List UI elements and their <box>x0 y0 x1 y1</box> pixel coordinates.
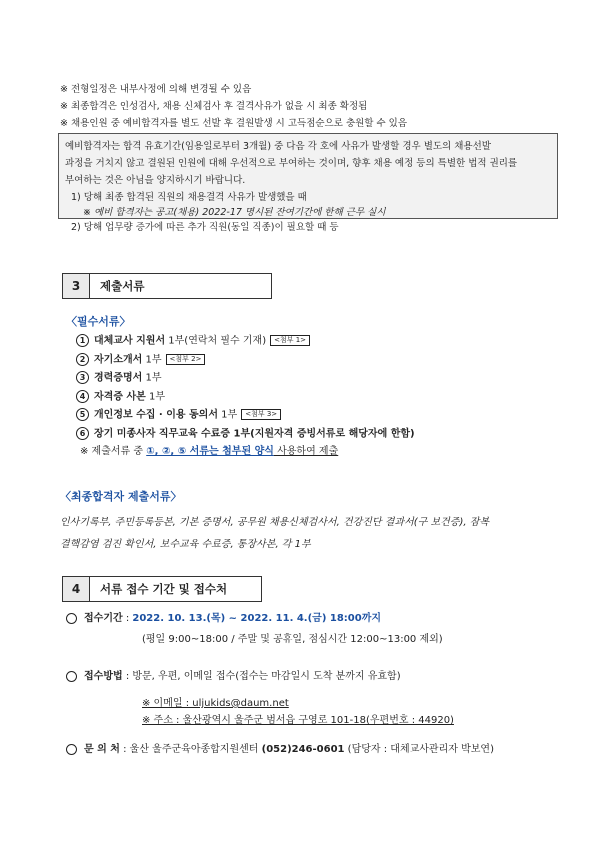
attachment-badge: <첨부 1> <box>270 335 310 346</box>
attachment-badge: <첨부 2> <box>166 354 206 365</box>
doc-qty: 1부 <box>142 372 162 384</box>
section-4-number: 4 <box>62 576 90 602</box>
doc-qty: 1부(연락처 필수 기재) <box>165 335 267 347</box>
period-value: 2022. 10. 13.(목) ~ 2022. 11. 4.(금) 18:00까지 <box>132 613 382 624</box>
doc-name: 개인정보 수집 · 이용 동의서 <box>94 409 218 421</box>
doc-item <box>76 427 415 442</box>
doc-number: 1 <box>76 334 89 347</box>
method-row: 접수방법 : 방문, 우편, 이메일 접수(접수는 마감일시 도착 분까지 유효함) <box>66 670 401 684</box>
box-item-2: 2) 당해 업무량 증가에 따른 추가 직원(동일 직종)이 필요할 때 등 <box>71 222 339 233</box>
doc-number: 3 <box>76 371 89 384</box>
required-docs-heading: 〈필수서류〉 <box>66 315 131 328</box>
doc-name: 경력증명서 <box>94 372 143 384</box>
note-schedule: ※ 전형일정은 내부사정에 의해 변경될 수 있음 <box>60 84 252 95</box>
reserve-info-box <box>58 133 558 233</box>
contact-row: 문 의 처 : 울산 울주군육아종합지원센터 (052)246-0601 (담당자 : 대체교사관리자 박보연) <box>66 743 494 757</box>
doc-number: 2 <box>76 353 89 366</box>
doc-qty: 1부 <box>142 354 162 365</box>
note-reserve: ※ 채용인원 중 예비합격자를 별도 선발 후 결원발생 시 고득점순으로 충원할 수 있음 <box>60 118 408 129</box>
mail-address: ※ 주소 : 울산광역시 울주군 범서읍 구영로 101-18(우편번호 : 44920) <box>142 715 454 726</box>
section-3-number: 3 <box>62 273 90 299</box>
box-item-1: 1) 당해 최종 합격된 직원의 채용결격 사유가 발생했을 때 <box>71 192 307 203</box>
section-3-title: 제출서류 <box>90 273 272 299</box>
section-4-header <box>62 576 262 602</box>
circle-bullet-icon <box>66 744 77 755</box>
doc-item <box>76 334 415 349</box>
final-docs-text: 인사기록부, 주민등록등본, 기본 증명서, 공무원 채용신체검사서, 건강진단 결과서(구 보건증), 잠복 결핵감염 검진 확인서, 보수교육 수료증, 통장사본, 각 1부 <box>60 517 490 550</box>
doc-item <box>76 353 415 368</box>
doc-item <box>76 408 415 423</box>
note-final-pass: ※ 최종합격은 인성검사, 채용 신체검사 후 결격사유가 없을 시 최종 확정됨 <box>60 101 368 112</box>
attachment-badge: <첨부 3> <box>241 409 281 420</box>
doc-qty: 1부 <box>145 391 165 402</box>
section-4-title: 서류 접수 기간 및 접수처 <box>90 576 262 602</box>
doc-number: 4 <box>76 390 89 403</box>
box-item-1-note: ※ 예비 합격자는 공고(채용) 2022-17 명시된 잔여기간에 한해 근무 실시 <box>83 207 386 218</box>
box-line-3: 부여하는 것은 아님을 양지하시기 바랍니다. <box>65 175 246 186</box>
period-hours: (평일 9:00~18:00 / 주말 및 공휴일, 점심시간 12:00~13:00 제외) <box>142 634 443 645</box>
box-line-2: 과정을 거치지 않고 결원된 인원에 대해 우선적으로 부여하는 것이며, 향후 채용 예정 등의 특별한 법적 권리를 <box>65 158 518 169</box>
doc-name: 자격증 사본 <box>94 391 146 402</box>
form-docs-highlight: ①, ②, ⑤ 서류는 첨부된 양식 <box>146 446 274 457</box>
box-line-1: 예비합격자는 합격 유효기간(임용일로부터 3개월) 중 다음 각 호에 사유가 발생할 경우 별도의 채용선발 <box>65 141 491 152</box>
doc-qty: 1부 <box>218 409 238 421</box>
circle-bullet-icon <box>66 613 77 624</box>
doc-name: 장기 미종사자 직무교육 수료증 1부(지원자격 증빙서류로 해당자에 한함) <box>94 428 415 439</box>
final-docs-heading: 〈최종합격자 제출서류〉 <box>60 490 182 503</box>
circle-bullet-icon <box>66 671 77 682</box>
section-3-header <box>62 273 272 299</box>
doc-name: 대체교사 지원서 <box>94 335 166 347</box>
email-contact[interactable]: ※ 이메일 : uljukids@daum.net <box>142 698 289 709</box>
doc-number: 5 <box>76 408 89 421</box>
doc-number: 6 <box>76 427 89 440</box>
contact-phone: (052)246-0601 <box>261 744 345 755</box>
doc-name: 자기소개서 <box>94 354 143 365</box>
docs-form-note: ※ 제출서류 중 ①, ②, ⑤ 서류는 첨부된 양식 사용하여 제출 <box>80 446 339 457</box>
doc-item <box>76 371 415 386</box>
doc-item <box>76 390 415 405</box>
period-row: 접수기간 : 2022. 10. 13.(목) ~ 2022. 11. 4.(금) 18:00까지 <box>66 612 381 626</box>
required-docs-list <box>76 334 415 459</box>
